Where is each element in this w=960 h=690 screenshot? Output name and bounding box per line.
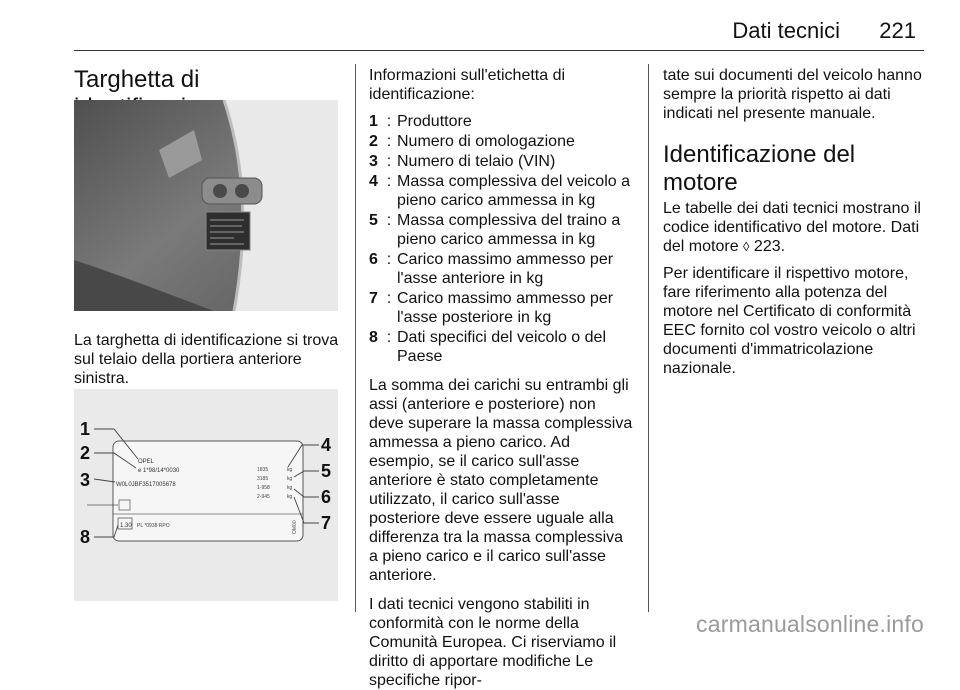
legend-item (369, 328, 634, 366)
engine-paragraph-2: Per identificare il rispettivo motore, fare riferimento alla potenza del motore nel Certificato di conformità EEC fornito col vostro veicolo o altri documenti d'immatricolazione nazionale. (663, 265, 916, 377)
legend-item (369, 152, 634, 171)
column-divider-1 (355, 64, 356, 612)
eu-paragraph-end: tate sui documenti del veicolo hanno sempre la priorità rispetto ai dati indicati nel presente manuale. (663, 67, 922, 122)
legend-item (369, 250, 634, 288)
plate-country-code: 1.30 (120, 523, 132, 529)
id-plate-illustration (74, 389, 338, 601)
legend-item-text: Carico massimo ammesso per l'asse posteriore in kg (397, 290, 614, 326)
legend-item (369, 132, 634, 151)
legend-item-number: 4 (369, 173, 378, 190)
legend-item-separator: : (386, 133, 392, 150)
legend-item-number: 1 (369, 113, 378, 130)
legend-item-number: 5 (369, 212, 378, 229)
chapter-title: Dati tecnici (732, 18, 840, 43)
plate-weight-1: 1835 (257, 467, 269, 473)
legend-intro: Informazioni sull'etichetta di identificazione: (369, 67, 566, 103)
legend-item-number: 7 (369, 290, 378, 307)
engine-paragraph-1-text: Le tabelle dei dati tecnici mostrano il codice identificativo del motore. Dati del motore (663, 200, 921, 255)
legend-item (369, 211, 634, 249)
legend-item-number: 8 (369, 329, 378, 346)
callout-5: 5 (321, 461, 332, 481)
plate-weight-3: 1-958 (257, 485, 270, 491)
page-reference-icon: ◊ (743, 239, 750, 254)
plate-approval: e 1*98/14*0030 (138, 468, 180, 474)
legend-item-number: 6 (369, 251, 378, 268)
engine-data-link[interactable]: 223. (749, 238, 786, 255)
legend-item-separator: : (386, 173, 392, 190)
column-2 (369, 66, 634, 593)
callout-2: 2 (80, 443, 91, 463)
legend-item (369, 172, 634, 210)
callout-8: 8 (80, 527, 91, 547)
legend-item-text: Numero di omologazione (397, 133, 575, 150)
legend-item-text: Dati specifici del veicolo o del Paese (397, 329, 606, 365)
door-frame-photo (74, 100, 338, 311)
legend-item-number: 3 (369, 153, 378, 170)
legend-item (369, 289, 634, 327)
id-plate-diagram (74, 389, 338, 601)
page-number: 221 (879, 18, 916, 43)
legend-item-separator: : (386, 113, 392, 130)
section-heading: Targhetta di (74, 66, 200, 93)
column-3 (663, 125, 925, 386)
plate-unit-3: kg (287, 485, 293, 491)
legend-item-text: Numero di telaio (VIN) (397, 153, 556, 170)
legend-item (369, 112, 634, 131)
plate-weight-4: 2-945 (257, 494, 270, 500)
callout-6: 6 (321, 487, 332, 507)
engine-section-heading: Identificazione del motore (663, 141, 856, 196)
legend-item-separator: : (386, 212, 392, 229)
plate-vin: W0L0JBF3517005678 (116, 482, 176, 488)
legend-item-separator: : (386, 290, 392, 307)
callout-1: 1 (80, 419, 91, 439)
axle-load-paragraph: La somma dei carichi su entrambi gli assi (anteriore e posteriore) non deve superare la massa complessiva ammessa a pieno carico. Ad esempio, se il carico sull'asse anteriore è stato completamente utilizzato, il carico sull'asse posteriore deve essere uguale alla differenza tra la massa complessiva a pieno carico e il carico sull'asse anteriore. (369, 377, 633, 584)
callout-3: 3 (80, 470, 91, 490)
plate-weight-2: 3185 (257, 476, 269, 482)
legend-item-separator: : (386, 153, 392, 170)
column-divider-2 (648, 64, 649, 612)
legend-item-separator: : (386, 251, 392, 268)
watermark: carmanualsonline.info (696, 611, 924, 637)
plate-paint-code: PL *0938 RPO (137, 523, 170, 529)
callout-4: 4 (321, 435, 332, 455)
plate-make: OPEL (138, 459, 155, 465)
photo-caption: La targhetta di identificazione si trova sul telaio della portiera anteriore sinistra. (74, 332, 339, 387)
plate-unit-4: kg (287, 494, 293, 500)
plate-unit-1: kg (287, 467, 293, 473)
plate-unit-2: kg (287, 476, 293, 482)
legend-item-text: Carico massimo ammesso per l'asse anteriore in kg (397, 251, 614, 287)
legend-item-text: Massa complessiva del traino a pieno carico ammessa in kg (397, 212, 621, 248)
door-frame-illustration (74, 100, 338, 311)
legend-list (369, 112, 634, 366)
plate-side-code: OM00 (292, 520, 298, 534)
eu-paragraph-start: I dati tecnici vengono stabiliti in conformità con le norme della Comunità Europea. Ci riserviamo il diritto di apportare modifiche Le specifiche ripor- (369, 596, 617, 689)
legend-item-text: Massa complessiva del veicolo a pieno carico ammessa in kg (397, 173, 630, 209)
legend-item-text: Produttore (397, 113, 472, 130)
callout-7: 7 (321, 513, 332, 533)
engine-paragraph-1 (663, 199, 925, 256)
header-rule (74, 50, 924, 51)
legend-item-separator: : (386, 329, 392, 346)
legend-item-number: 2 (369, 133, 378, 150)
